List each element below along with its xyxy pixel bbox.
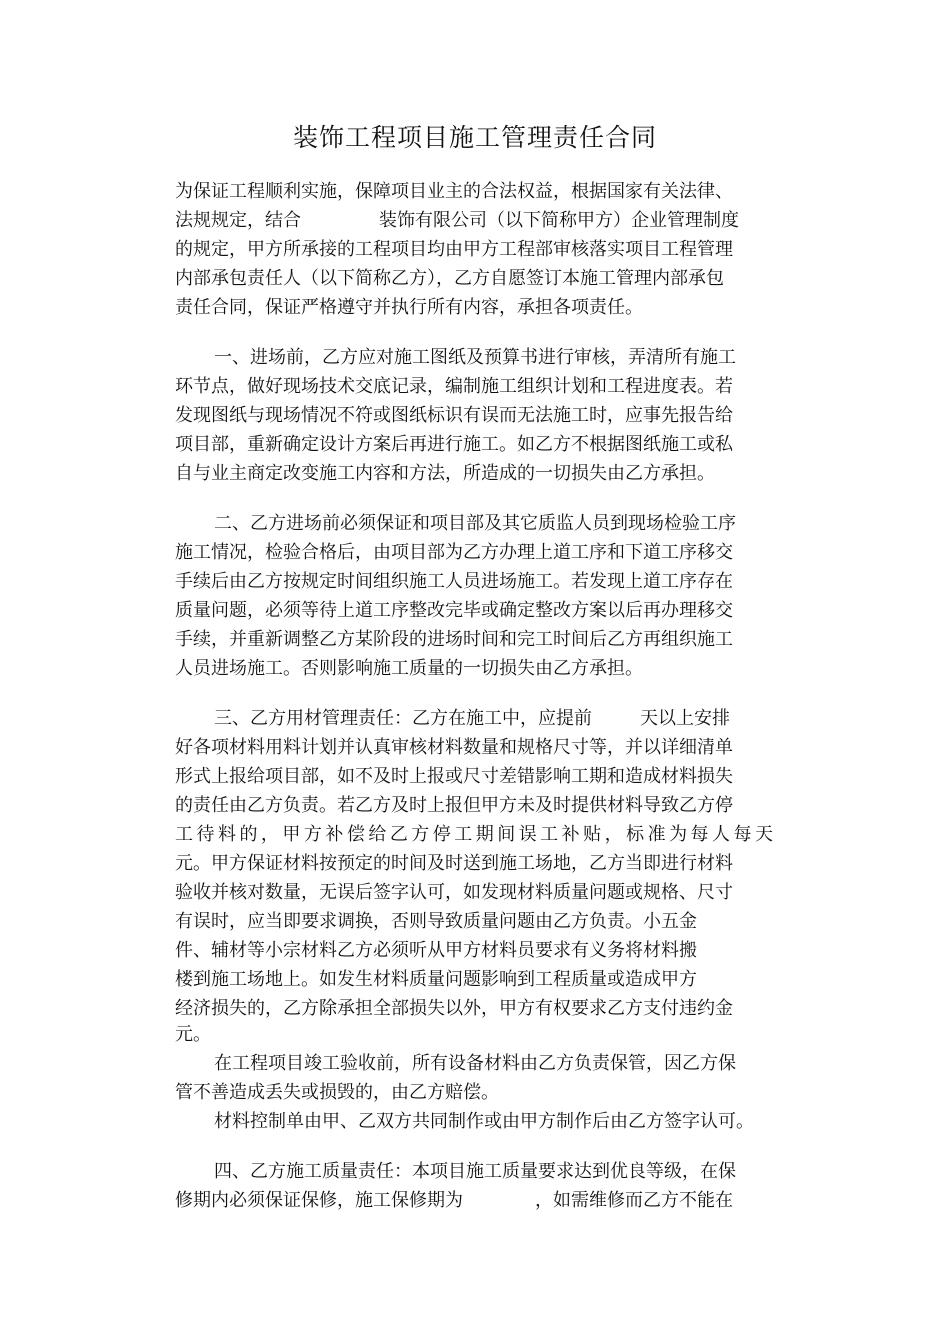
s3-p2-line-2: 管不善造成丢失或损毁的，由乙方赔偿。 [175,1082,499,1103]
s3-line-12: 元。 [175,1024,211,1045]
s3-line-6: 元。甲方保证材料按预定的时间及时送到施工场地，乙方当即进行材料 [175,853,733,874]
s1-line-5: 自与业主商定改变施工内容和方法，所造成的一切损失由乙方承担。 [175,463,715,484]
s4-line-2 [175,1189,733,1213]
s3-p3-line-1: 材料控制单由甲、乙双方共同制作或由甲方制作后由乙方签字认可。 [214,1111,754,1132]
s3-line-7: 验收并核对数量，无误后签字认可，如发现材料质量问题或规格、尺寸 [175,882,733,903]
intro-line-3: 的规定，甲方所承接的工程项目均由甲方工程部审核落实项目工程管理 [175,239,733,260]
s2-line-2: 施工情况，检验合格后，由项目部为乙方办理上道工序和下道工序移交 [175,542,733,563]
s1-line-2: 环节点，做好现场技术交底记录，编制施工组织计划和工程进度表。若 [175,376,733,397]
intro-line-4: 内部承包责任人（以下简称乙方），乙方自愿签订本施工管理内部承包 [175,268,724,289]
s3-line-8: 有误时，应当即要求调换，否则导致质量问题由乙方负责。小五金 [175,911,697,932]
s3-line-1a: 三、乙方用材管理责任：乙方在施工中，应提前 [214,708,592,729]
s3-line-1 [214,707,730,731]
s3-line-5: 工待料的，甲方补偿给乙方停工期间误工补贴，标准为每人每天 [175,824,773,845]
s3-line-2: 好各项材料用料计划并认真审核材料数量和规格尺寸等，并以详细清单 [175,737,733,758]
intro-line-2b: 装饰有限公司（以下简称甲方）企业管理制度 [379,210,739,231]
intro-line-1: 为保证工程顺利实施，保障项目业主的合法权益，根据国家有关法律、 [175,181,733,202]
s2-line-4: 质量问题，必须等待上道工序整改完毕或确定整改方案以后再办理移交 [175,600,733,621]
s1-line-3: 发现图纸与现场情况不符或图纸标识有误而无法施工时，应事先报告给 [175,405,733,426]
s3-line-11: 经济损失的，乙方除承担全部损失以外，甲方有权要求乙方支付违约金 [175,998,733,1019]
s4-line-1: 四、乙方施工质量责任：本项目施工质量要求达到优良等级，在保 [214,1161,736,1182]
s3-line-3: 形式上报给项目部，如不及时上报或尺寸差错影响工期和造成材料损失 [175,766,733,787]
s3-line-1b: 天以上安排 [640,708,730,729]
s1-line-1: 一、进场前，乙方应对施工图纸及预算书进行审核，弄清所有施工 [214,347,736,368]
s3-line-10: 楼到施工场地上。如发生材料质量问题影响到工程质量或造成甲方 [175,969,697,990]
s3-line-4: 的责任由乙方负责。若乙方及时上报但甲方未及时提供材料导致乙方停 [175,795,733,816]
s1-line-4: 项目部，重新确定设计方案后再进行施工。如乙方不根据图纸施工或私 [175,434,733,455]
s2-line-5: 手续，并重新调整乙方某阶段的进场时间和完工时间后乙方再组织施工 [175,629,733,650]
s3-p2-line-1: 在工程项目竣工验收前，所有设备材料由乙方负责保管，因乙方保 [214,1053,736,1074]
intro-line-5: 责任合同，保证严格遵守并执行所有内容，承担各项责任。 [175,297,643,318]
s2-line-6: 人员进场施工。否则影响施工质量的一切损失由乙方承担。 [175,658,643,679]
s3-line-9: 件、辅材等小宗材料乙方必须听从甲方材料员要求有义务将材料搬 [175,940,697,961]
intro-line-2a: 法规规定，结合 [175,210,301,231]
s4-line-2b: ，如需维修而乙方不能在 [535,1190,733,1211]
s2-line-1: 二、乙方进场前必须保证和项目部及其它质监人员到现场检验工序 [214,513,736,534]
s2-line-3: 手续后由乙方按规定时间组织施工人员进场施工。若发现上道工序存在 [175,571,733,592]
intro-line-2 [175,209,739,233]
s4-line-2a: 修期内必须保证保修，施工保修期为 [175,1190,463,1211]
document-title: 装饰工程项目施工管理责任合同 [292,123,657,152]
